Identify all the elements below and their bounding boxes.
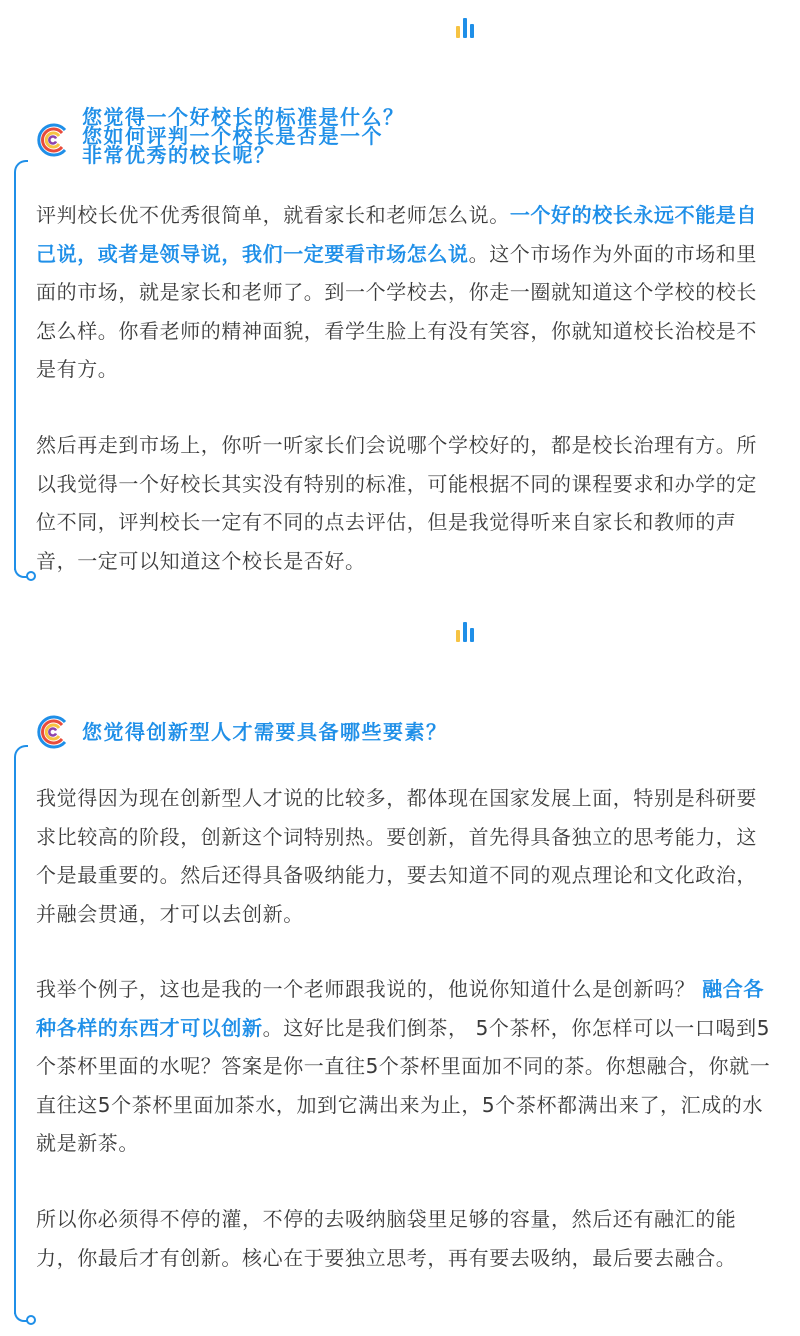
question-title xyxy=(82,105,405,167)
question-title: 您觉得创新型人才需要具备哪些要素？ xyxy=(82,720,448,744)
question-title-line: 您觉得一个好校长的标准是什么？ xyxy=(82,105,405,129)
answer-paragraph: 评判校长优不优秀很简单，就看家长和老师怎么说。一个好的校长永远不能是自己说，或者是领导说，我们一定要看市场怎么说。这个市场作为外面的市场和里面的市场，就是家长和老师了。到一个学校去，你走一圈就知道这个学校的校长怎么样。你看老师的精神面貌，看学生脸上有没有笑容，你就知道校长治校是不是有方。 xyxy=(36,203,758,381)
answer-paragraph: 所以你必须得不停的灌，不停的去吸纳脑袋里足够的容量，然后还有融汇的能力，你最后才有创新。核心在于要独立思考，再有要去吸纳，最后要去融合。 xyxy=(36,1207,737,1270)
left-bracket-line xyxy=(14,160,28,570)
highlight-text: 一个好的校长永远不能是自己说，或者是领导说，我们一定要看市场怎么说 xyxy=(36,203,758,266)
question-title-line: 非常优秀的校长呢？ xyxy=(82,143,276,167)
ring-c-logo-icon xyxy=(32,712,72,752)
bracket-end-icon xyxy=(14,566,30,578)
question-title-line: 您如何评判一个校长是否是一个 xyxy=(82,124,383,148)
answer-paragraph: 我举个例子，这也是我的一个老师跟我说的，他说你知道什么是创新吗？ 融合各种各样的东西才可以创新。这好比是我们倒茶， 5个茶杯，你怎样可以一口喝到5个茶杯里面的水呢？答案是你一直往5个茶杯里面加不同的茶。你想融合，你就一直往这5个茶杯里面加茶水，加到它满出来为止，5个茶杯都满出来了，汇成的水就是新茶。 xyxy=(36,977,771,1155)
answer-paragraph: 然后再走到市场上，你听一听家长们会说哪个学校好的，都是校长治理有方。所以我觉得一个好校长其实没有特别的标准，可能根据不同的课程要求和办学的定位不同，评判校长一定有不同的点去评估，但是我觉得听来自家长和教师的声音，一定可以知道这个校长是否好。 xyxy=(36,433,757,573)
bracket-end-icon xyxy=(14,1310,30,1322)
answer-paragraph: 我觉得因为现在创新型人才说的比较多，都体现在国家发展上面，特别是科研要求比较高的阶段，创新这个词特别热。要创新，首先得具备独立的思考能力，这个是最重要的。然后还得具备吸纳能力，要去知道不同的观点理论和文化政治，并融会贯通，才可以去创新。 xyxy=(36,786,757,926)
bar-chart-icon xyxy=(454,16,478,38)
left-bracket-line xyxy=(14,745,28,1314)
highlight-text: 融合各种各样的东西才可以创新 xyxy=(36,977,764,1040)
ring-c-logo-icon xyxy=(32,120,72,160)
bar-chart-icon xyxy=(454,620,478,642)
